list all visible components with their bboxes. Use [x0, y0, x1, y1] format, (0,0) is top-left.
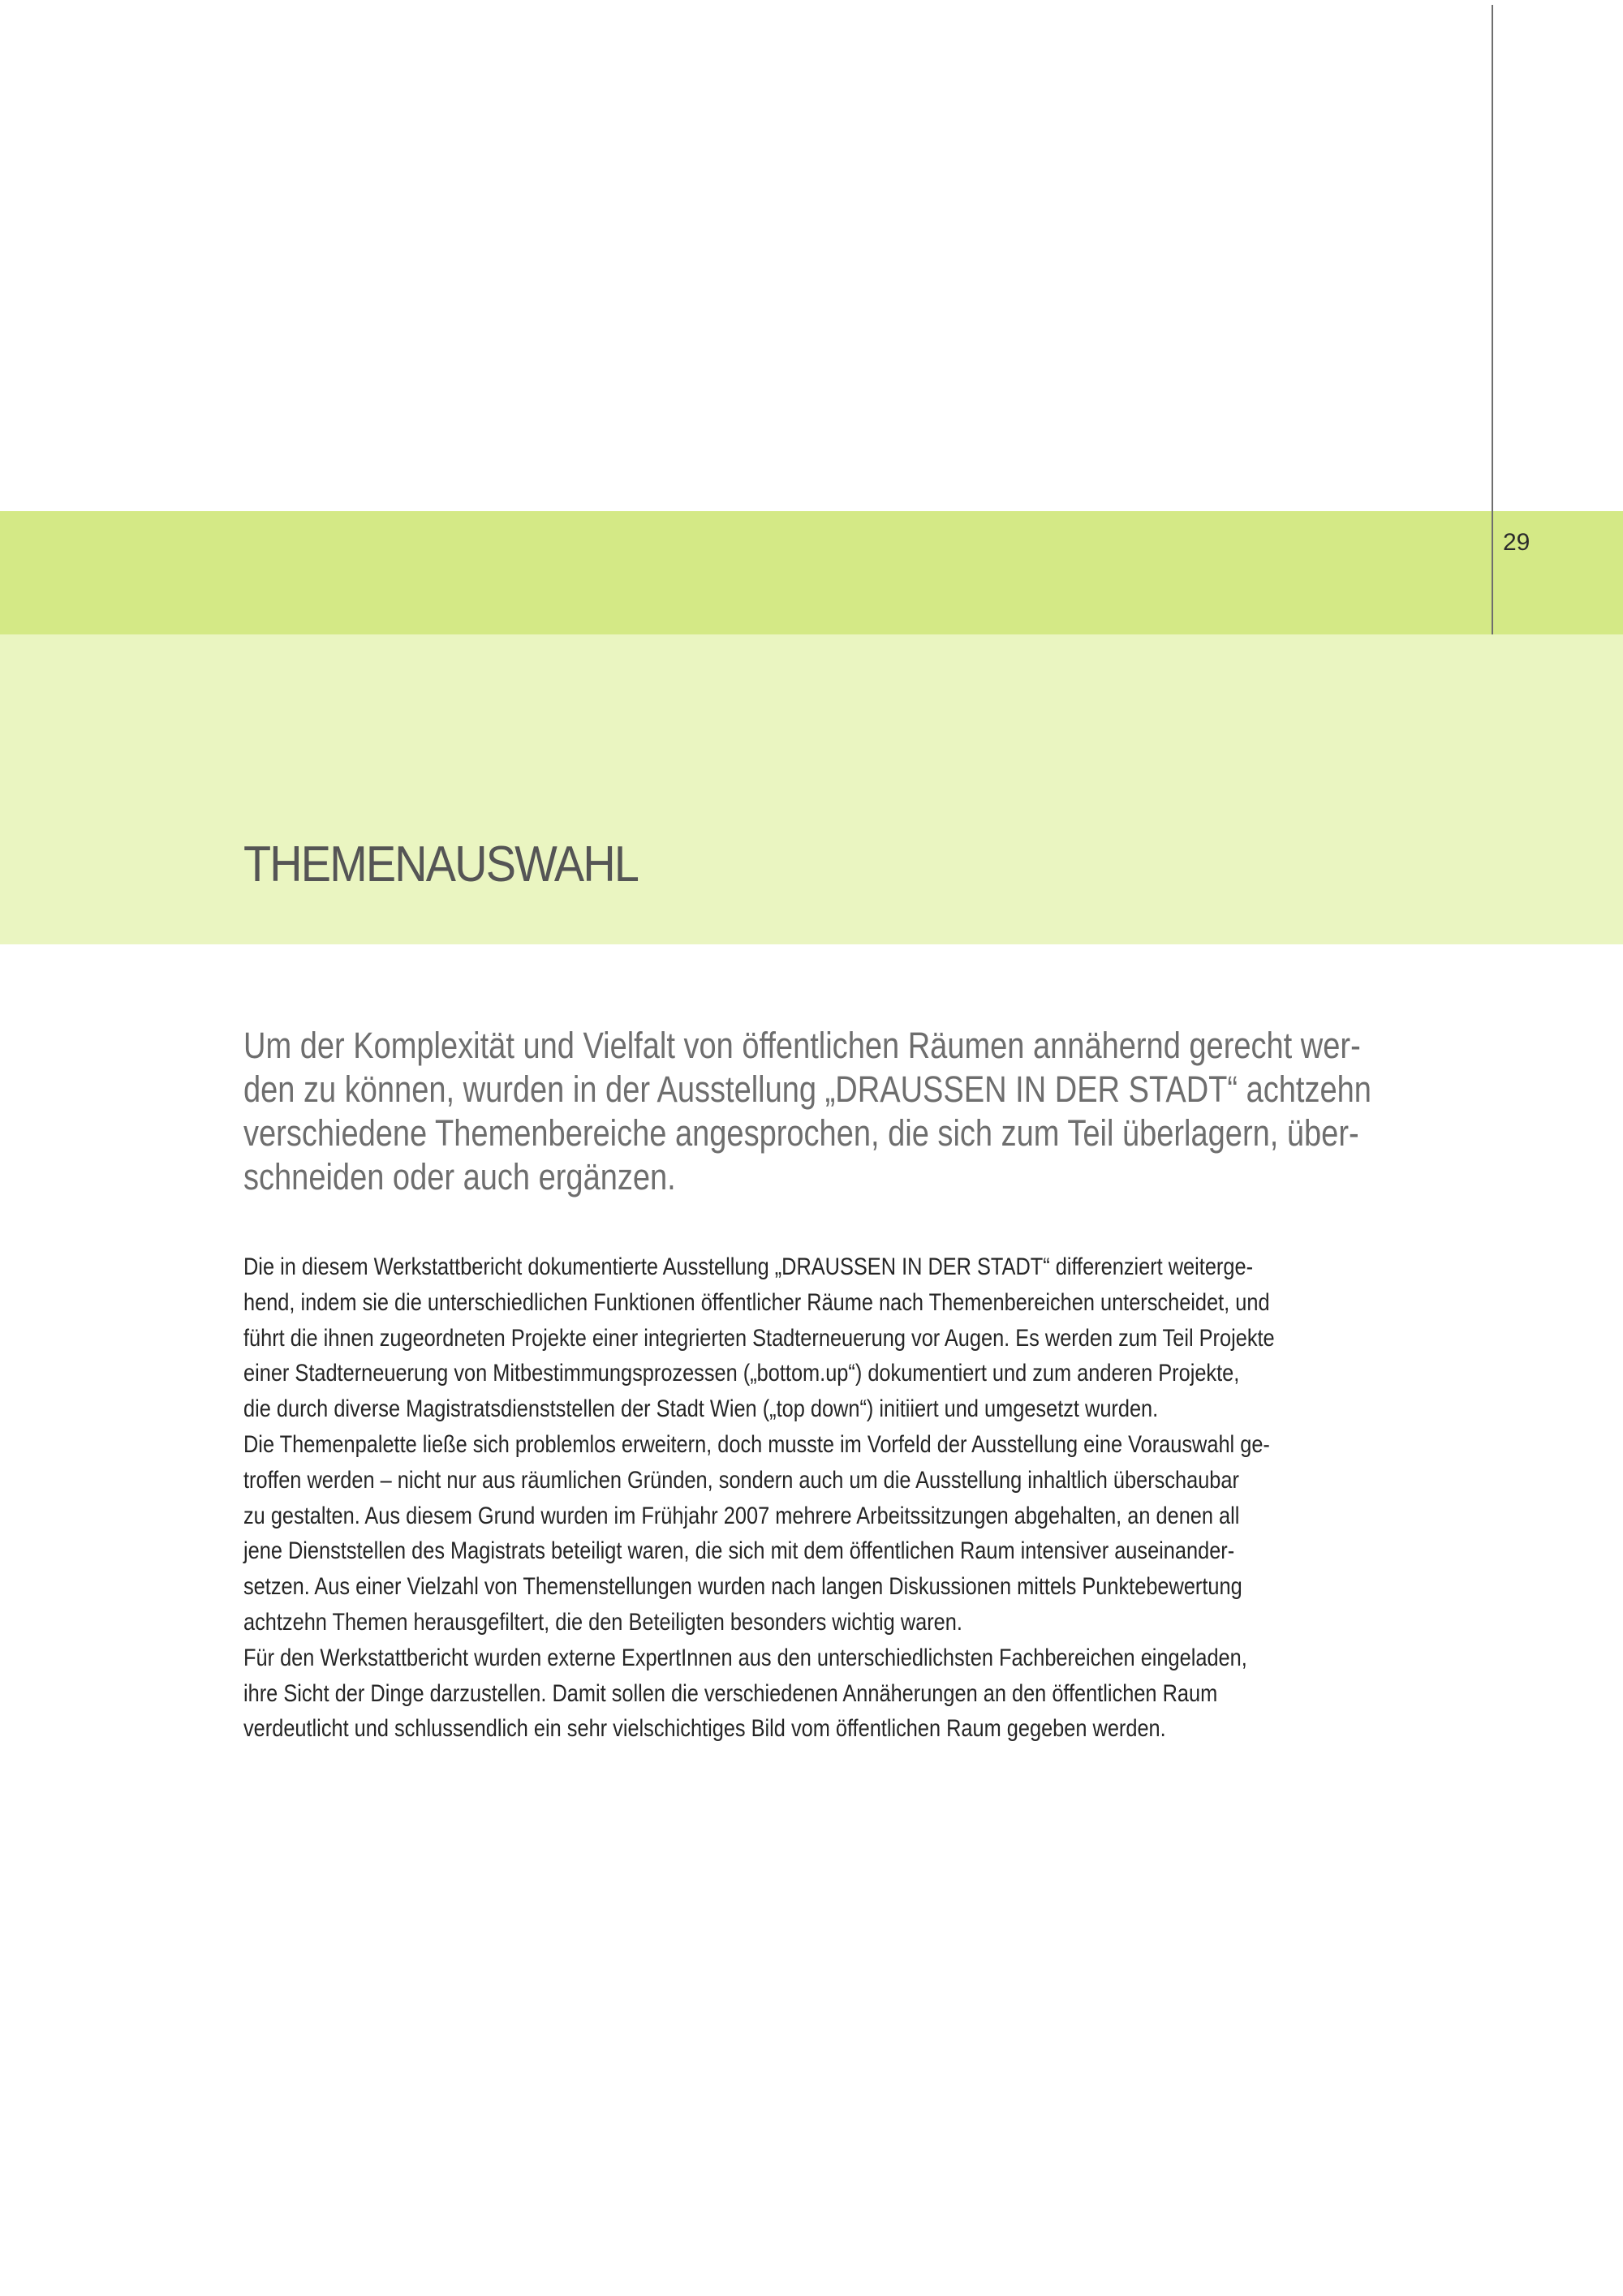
page-title: THEMENAUSWAHL — [243, 836, 639, 892]
body-line: ihre Sicht der Dinge darzustellen. Damit sollen die verschiedenen Annäherungen an den öffentlichen Raum — [243, 1679, 1218, 1707]
body-line: Für den Werkstattbericht wurden externe ExpertInnen aus den unterschiedlichsten Fachbereichen eingeladen, — [243, 1644, 1247, 1671]
title-band — [0, 634, 1623, 944]
body-line: die durch diverse Magistratsdienststellen der Stadt Wien („top down“) initiiert und umgesetzt wurden. — [243, 1395, 1159, 1423]
lead-paragraph — [243, 1024, 1371, 1199]
lead-line: verschiedene Themenbereiche angesprochen, die sich zum Teil überlagern, über- — [243, 1112, 1359, 1154]
lead-line: schneiden oder auch ergänzen. — [243, 1156, 676, 1197]
body-line: Die in diesem Werkstattbericht dokumentierte Ausstellung „DRAUSSEN IN DER STADT“ differenziert weiterge- — [243, 1253, 1254, 1280]
body-line: zu gestalten. Aus diesem Grund wurden im Frühjahr 2007 mehrere Arbeitssitzungen abgehalten, an denen all — [243, 1502, 1240, 1529]
body-text — [243, 1249, 1275, 1747]
margin-rule — [1492, 5, 1493, 634]
body-line: führt die ihnen zugeordneten Projekte einer integrierten Stadterneuerung vor Augen. Es werden zum Teil Projekte — [243, 1324, 1275, 1352]
body-line: verdeutlicht und schlussendlich ein sehr vielschichtiges Bild vom öffentlichen Raum gegeben werden. — [243, 1715, 1166, 1743]
lead-line: den zu können, wurden in der Ausstellung „DRAUSSEN IN DER STADT“ achtzehn — [243, 1068, 1371, 1110]
body-line: hend, indem sie die unterschiedlichen Funktionen öffentlicher Räume nach Themenbereichen unterscheidet, und — [243, 1288, 1270, 1316]
lead-line: Um der Komplexität und Vielfalt von öffentlichen Räumen annähernd gerecht wer- — [243, 1025, 1361, 1066]
body-line: troffen werden – nicht nur aus räumlichen Gründen, sondern auch um die Ausstellung inhaltlich überschaubar — [243, 1466, 1239, 1494]
body-line: Die Themenpalette ließe sich problemlos erweitern, doch musste im Vorfeld der Ausstellung eine Vorauswahl ge- — [243, 1430, 1270, 1458]
body-line: jene Dienststellen des Magistrats beteiligt waren, die sich mit dem öffentlichen Raum intensiver auseinander- — [243, 1537, 1235, 1565]
body-line: setzen. Aus einer Vielzahl von Themenstellungen wurden nach langen Diskussionen mittels Punktebewertung — [243, 1573, 1242, 1601]
page-number: 29 — [1503, 529, 1530, 556]
body-line: achtzehn Themen herausgefiltert, die den Beteiligten besonders wichtig waren. — [243, 1608, 962, 1636]
header-band — [0, 511, 1623, 634]
body-line: einer Stadterneuerung von Mitbestimmungsprozessen („bottom.up“) dokumentiert und zum anderen Projekte, — [243, 1360, 1240, 1387]
